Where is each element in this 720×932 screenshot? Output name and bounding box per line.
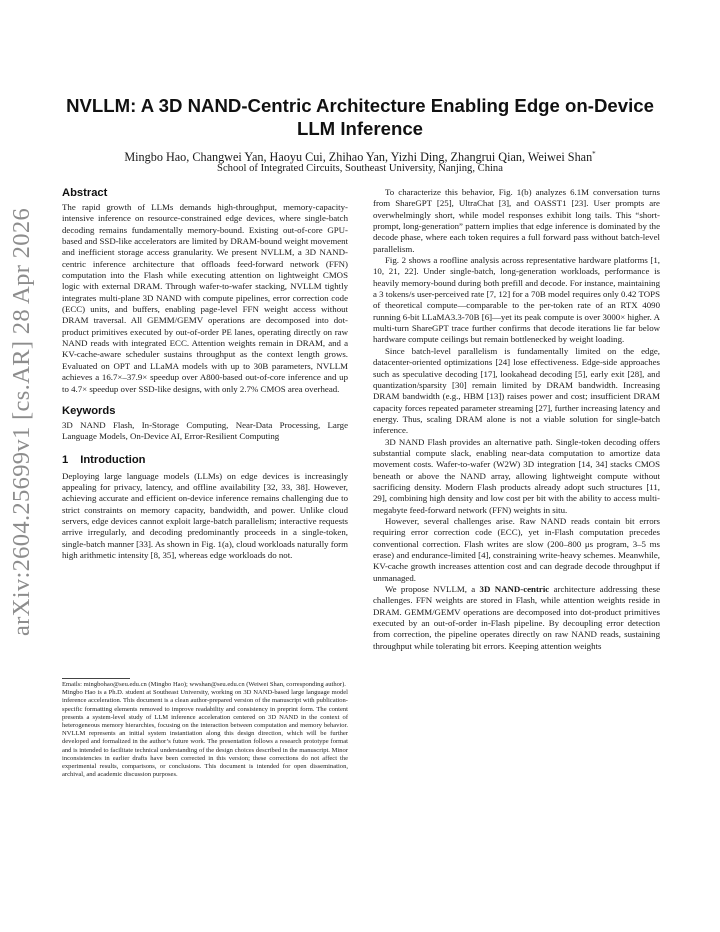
author-affiliation: School of Integrated Circuits, Southeast University, Nanjing, China — [217, 163, 503, 174]
footnote-author-note: Mingbo Hao is a Ph.D. student at Southeast University, working on 3D NAND-based large language model inference acceleration. This document is a clean author-prepared version of the manuscript with publication-specific formatting elements removed to improve readability and consistency in preprint form. The content presents a system-level study of LLM inference acceleration centered on 3D NAND in the context of heterogeneous memory hierarchies, focusing on the interaction between computation and memory behavior. NVLLM represents an initial system instantiation along this design direction, which will be further developed and formalized in the author’s future work. The presentation follows a research prototype format and is intended to facilitate technical understanding of the design choices described in the manuscript. Minor inconsistencies in earlier drafts have been corrected in this version; these corrections do not affect the experimental results, comparisons, or conclusions. This document is intended for open dissemination, archival, and academic discussion purposes. — [62, 689, 348, 779]
abstract-text: The rapid growth of LLMs demands high-throughput, memory-capacity-intensive inference on resource-constrained edge devices, where single-batch decoding remains fundamentally memory-bound. Existing out-of-core GPU-based and SSD-like accelerators are limited by DRAM-bound weight movement and inefficient storage access granularity. We present NVLLM, a 3D NAND-centric inference architecture that offloads feed-forward network (FFN) computation into the Flash while executing attention on lightweight CMOS logic with external DRAM. Through wafer-to-wafer stacking, NVLLM tightly integrates multi-plane 3D NAND with compute pipelines, error correction code (ECC) units, and buffers, enabling page-level FFN weight access without DRAM traversal. All GEMM/GEMV operations are decomposed into dot-product primitives executed by out-of-order PE lanes, operating directly on raw NAND reads with integrated ECC. Attention weights remain in DRAM, and a KV-cache-aware scheduler sustains throughput as the context length grows. Evaluated on OPT and LLaMA models with up to 30B parameters, NVLLM achieves a 16.7×–37.9× speedup over A800-based out-of-core inference and up to 4.7× speedup over SSD-like designs, with only 2.7% CMOS area overhead. — [62, 202, 348, 394]
intro-paragraph-6: However, several challenges arise. Raw NAND reads contain bit errors requiring error correction code (ECC), yet in-Flash computation precedes conventional correction. Flash writes are slow (200–800 μs program, 3–5 ms erase) and endurance-limited [4], constraining write-heavy schemes. Meanwhile, KV-cache growth increases attention cost and can degrade decode throughput if unmanaged. — [373, 515, 660, 583]
paragraph-lead: We propose NVLLM, a — [385, 584, 480, 595]
intro-paragraph-7 — [373, 584, 660, 652]
intro-paragraph-1: Deploying large language models (LLMs) on edge devices is increasingly appealing for privacy, latency, and offline availability [32, 33, 38]. However, achieving accurate and efficient on-device inference remains challenging due to strict constraints on memory capacity, bandwidth, and power. Unlike cloud servers, edge devices cannot exploit large-batch parallelism; interactive requests arrive irregularly, and decoding predominantly proceeds in a single-token, single-batch manner [33]. As shown in Fig. 1(a), cloud workloads naturally form high arithmetic intensity [8, 35], whereas edge workloads do not. — [62, 470, 348, 560]
arxiv-identifier-text: arXiv:2604.25699v1 [cs.AR] 28 Apr 2026 — [8, 207, 35, 637]
footnote — [62, 681, 348, 779]
keywords-heading: Keywords — [62, 404, 116, 417]
keywords-text: 3D NAND Flash, In-Storage Computing, Near-Data Processing, Large Language Models, On-Device AI, Error-Resilient Computing — [62, 419, 348, 442]
intro-paragraph-3: Fig. 2 shows a roofline analysis across representative hardware platforms [1, 10, 21, 22]. Under single-batch, long-generation workloads, performance is heavily memory-bound during both prefill and decode. For instance, maintaining a 3 tokens/s user-perceived rate [7, 12] for a 70B model requires only 0.42 TOPS of theoretical compute—comparable to the per-token rate of an RTX 4090 running 6-bit LLaMA3.3-70B [6]—yet its peak compute is over 3000× higher. A multi-turn ShareGPT trace further confirms that decode iterations lie far below hardware compute ceilings but remain bottlenecked by weight loading. — [373, 255, 660, 345]
abstract-heading: Abstract — [62, 187, 108, 199]
intro-paragraph-2: To characterize this behavior, Fig. 1(b) analyzes 6.1M conversation turns from ShareGPT [25], UltraChat [3], and OASST1 [23]. User prompts are overwhelmingly short, while model responses exhibit long tails. This “short-prompt, long-generation” pattern implies that edge inference is dominated by the decode phase, where each token requires a full forward pass without batch-level parallelism. — [373, 187, 660, 254]
corresponding-author-mark: * — [592, 150, 596, 158]
footnote-rule — [62, 678, 130, 679]
arxiv-identifier — [2, 168, 42, 676]
section-title: Introduction — [80, 453, 146, 466]
right-column — [373, 187, 660, 652]
left-column — [62, 186, 348, 561]
intro-paragraph-4: Since batch-level parallelism is fundamentally limited on the edge, datacenter-oriented optimizations [24] lose effectiveness. Edge-side approaches such as speculative decoding [17], lookahead decoding [5], early exit [28], and quantization/sparsity [30] remain limited by DRAM bandwidth. Increasing DRAM bandwidth (e.g., HBM [13]) raises power and cost; insufficient DRAM capacity forces repeated parameter streaming [27], further increasing latency and energy. Thus, scaling DRAM alone is not a viable solution for single-batch inference. — [373, 345, 660, 436]
introduction-heading — [62, 453, 348, 467]
intro-paragraph-5: 3D NAND Flash provides an alternative path. Single-token decoding offers substantial compute slack, enabling near-data computation to amortize data movement costs. Wafer-to-wafer (W2W) 3D integration [14, 34] stacks CMOS beneath or above the NAND array, allowing lightweight compute without sacrificing density. Modern Flash products already adopt such structures [11, 29], combining high density and low cost per bit with the ability to access multi-megabyte feed-forward network (FFN) weights in situ. — [373, 436, 660, 515]
section-number: 1 — [62, 453, 69, 466]
footnote-emails: Emails: mingbohao@seu.edu.cn (Mingbo Hao); wwshan@seu.edu.cn (Weiwei Shan, corresponding author). — [62, 681, 346, 688]
paper-title: NVLLM: A 3D NAND-Centric Architecture Enabling Edge on-Device LLM Inference — [66, 95, 654, 139]
author-names: Mingbo Hao, Changwei Yan, Haoyu Cui, Zhihao Yan, Yizhi Ding, Zhangrui Qian, Weiwei Shan — [124, 150, 593, 165]
paragraph-rest: architecture addressing these challenges. FFN weights are stored in Flash, while attention weights reside in DRAM. GEMM/GEMV operations are decomposed into dot-product primitives executed by an out-of-order in-Flash pipeline. By decoupling error detection from correction, the pipeline operates directly on raw NAND reads, sustaining throughput while tolerating bit errors. Keeping attention weights — [373, 584, 660, 651]
bold-term: 3D NAND-centric — [479, 584, 550, 595]
